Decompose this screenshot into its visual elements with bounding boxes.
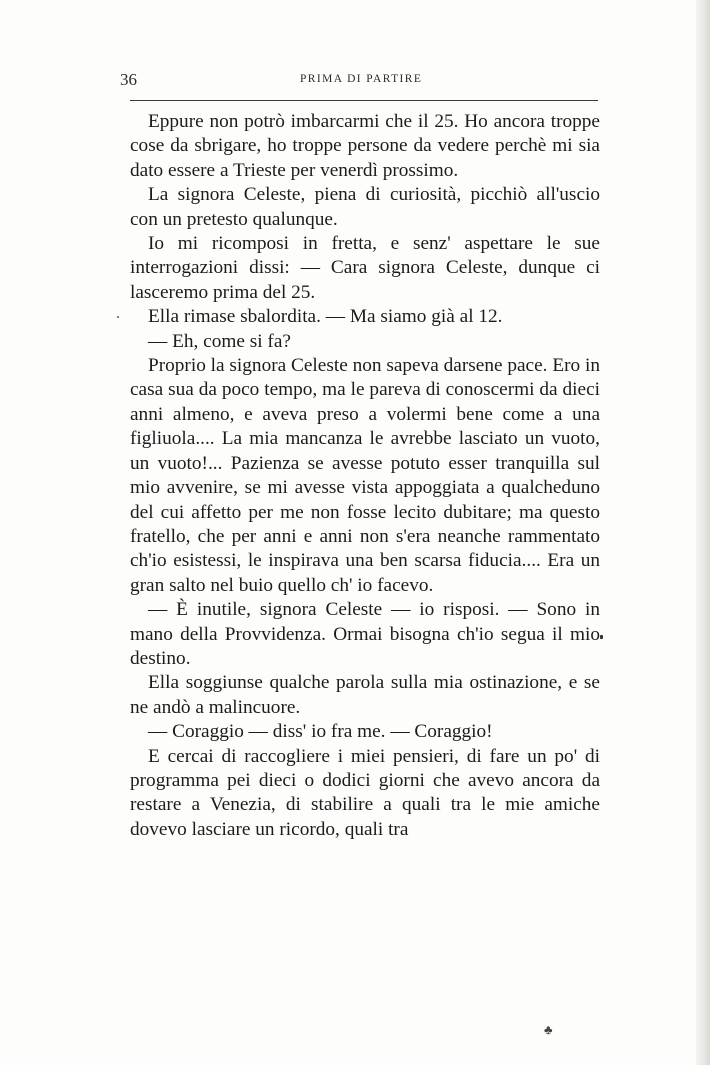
paragraph: Eppure non potrò imbarcarmi che il 25. Ho ancora troppe cose da sbrigare, ho troppe persone da vedere perchè mi sia dato essere a Trieste per venerdì prossimo. — [130, 111, 600, 181]
page-header — [120, 70, 598, 92]
body-text — [130, 110, 600, 842]
paragraph: E cercai di raccogliere i miei pensieri, di fare un po' di programma pei dieci o dodici giorni che avevo ancora da restare a Venezia, di stabilire a quali tra le mie amiche dovevo lasciare un ricordo, quali tra — [130, 745, 600, 840]
header-rule — [130, 100, 598, 101]
running-title: PRIMA DI PARTIRE — [300, 73, 423, 85]
paragraph: La signora Celeste, piena di curiosità, picchiò all'uscio con un pretesto qualunque. — [130, 184, 600, 230]
paragraph: Proprio la signora Celeste non sapeva darsene pace. Ero in casa sua da poco tempo, ma le pareva di conoscermi da dieci anni almeno, e aveva preso a volermi bene come a una figliuola.... La mia mancanza le avrebbe lasciato un vuoto, un vuoto!... Pazienza se avesse potuto esser tranquilla sul mio avvenire, se mi avesse vista appoggiata a qualcheduno del cui affetto per me non fosse lecito dubitare; ma questo fratello, che per anni e anni non s'era neanche rammentato ch'io esistessi, le inspirava una ben scarsa fiducia.... Era un gran salto nel buio quello ch' io facevo. — [130, 355, 600, 596]
ink-speck — [600, 635, 603, 639]
page-number: 36 — [120, 70, 137, 89]
printer-ornament-icon: ♣ — [544, 1022, 553, 1037]
paragraph: — Coraggio — diss' io fra me. — Coraggio! — [148, 721, 493, 743]
ink-speck — [117, 316, 119, 318]
paragraph: — Eh, come si fa? — [148, 330, 291, 352]
paragraph: Ella rimase sbalordita. — Ma siamo già al 12. — [148, 306, 503, 328]
paragraph: Ella soggiunse qualche parola sulla mia ostinazione, e se ne andò a malincuore. — [130, 672, 600, 718]
paragraph: — È inutile, signora Celeste — io risposi. — Sono in mano della Provvidenza. Ormai bisogna ch'io segua il mio destino. — [130, 599, 600, 669]
paragraph: Io mi ricomposi in fretta, e senz' aspettare le sue interrogazioni dissi: — Cara signora Celeste, dunque ci lasceremo prima del 25. — [130, 233, 600, 303]
page-edge-shadow — [696, 0, 710, 1065]
